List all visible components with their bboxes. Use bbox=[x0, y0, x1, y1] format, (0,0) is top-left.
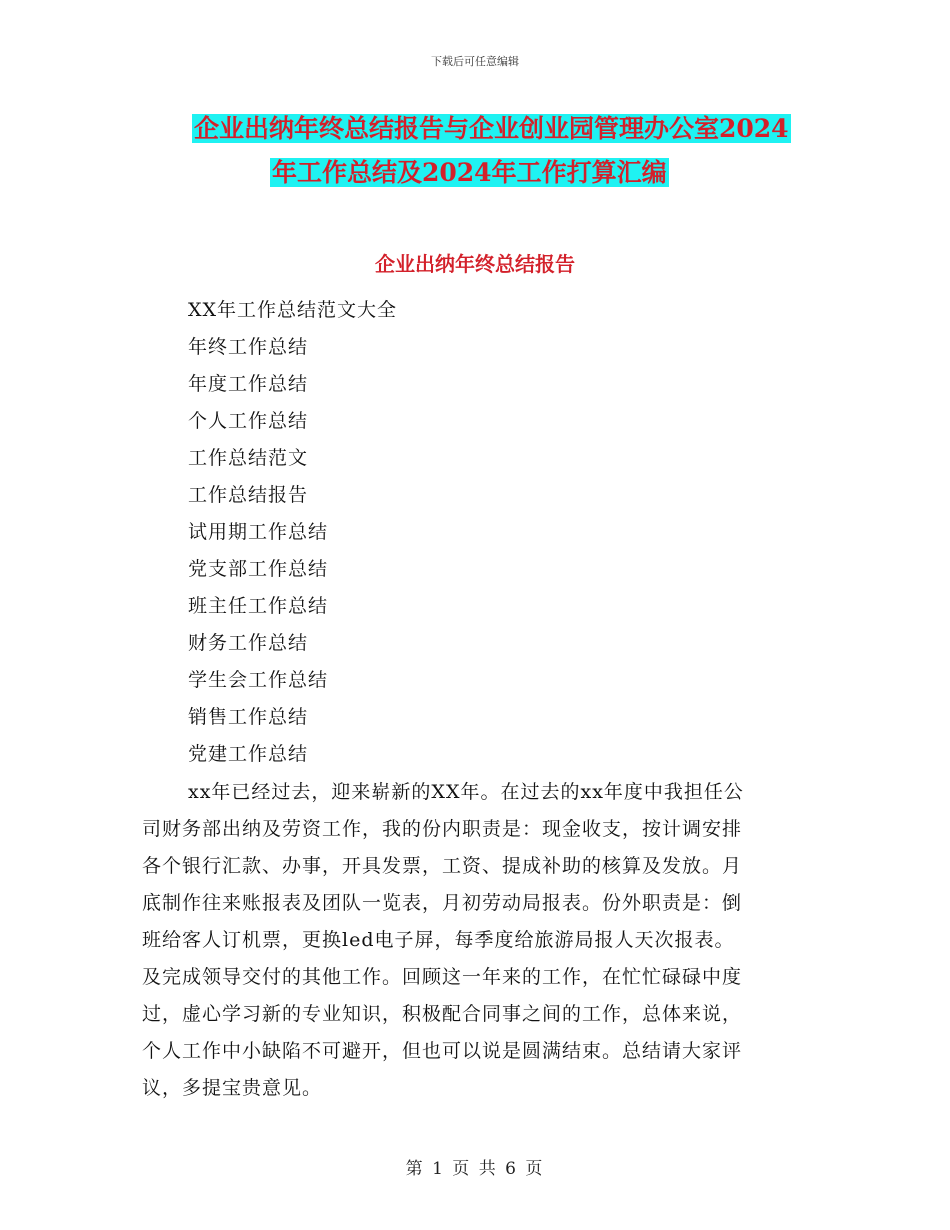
list-item: 销售工作总结 bbox=[188, 706, 309, 728]
list-item: 党建工作总结 bbox=[188, 743, 309, 765]
paragraph-line: 各个银行汇款、办事，开具发票，工资、提成补助的核算及发放。月 bbox=[142, 855, 743, 877]
list-item: XX年工作总结范文大全 bbox=[188, 299, 398, 321]
list-item: 工作总结范文 bbox=[188, 447, 309, 469]
document-title-line-2 bbox=[270, 156, 669, 190]
paragraph-line: 班给客人订机票，更换led电子屏，每季度给旅游局报人天次报表。 bbox=[142, 929, 735, 951]
document-title-line-1 bbox=[192, 112, 791, 146]
list-item: 个人工作总结 bbox=[188, 410, 309, 432]
paragraph-line: 司财务部出纳及劳资工作，我的份内职责是：现金收支，按计调安排 bbox=[142, 818, 743, 840]
body-paragraph bbox=[142, 774, 802, 1107]
paragraph-line: 议，多提宝贵意见。 bbox=[142, 1077, 323, 1099]
list-item: 年终工作总结 bbox=[188, 336, 309, 358]
list-item: 工作总结报告 bbox=[188, 484, 309, 506]
page-number-footer: 第 1 页 共 6 页 bbox=[405, 1159, 545, 1179]
list-item: 党支部工作总结 bbox=[188, 558, 329, 580]
paragraph-line: 个人工作中小缺陷不可避开，但也可以说是圆满结束。总结请大家评 bbox=[142, 1040, 743, 1062]
list-item: 年度工作总结 bbox=[188, 373, 309, 395]
list-item: 班主任工作总结 bbox=[188, 595, 329, 617]
section-title: 企业出纳年终总结报告 bbox=[375, 252, 575, 276]
list-item: 学生会工作总结 bbox=[188, 669, 329, 691]
paragraph-line: 及完成领导交付的其他工作。回顾这一年来的工作，在忙忙碌碌中度 bbox=[142, 966, 743, 988]
title-highlight-2: 年工作总结及2024年工作打算汇编 bbox=[272, 158, 667, 187]
list-item: 财务工作总结 bbox=[188, 632, 309, 654]
paragraph-line: 过，虚心学习新的专业知识，积极配合同事之间的工作，总体来说， bbox=[142, 1003, 743, 1025]
list-item: 试用期工作总结 bbox=[188, 521, 329, 543]
paragraph-line: xx年已经过去，迎来崭新的XX年。在过去的xx年度中我担任公 bbox=[188, 781, 744, 803]
title-highlight-1: 企业出纳年终总结报告与企业创业园管理办公室2024 bbox=[194, 114, 789, 143]
paragraph-line: 底制作往来账报表及团队一览表，月初劳动局报表。份外职责是：倒 bbox=[142, 892, 743, 914]
summary-topic-list bbox=[188, 292, 397, 773]
header-note: 下载后可任意编辑 bbox=[431, 55, 519, 68]
